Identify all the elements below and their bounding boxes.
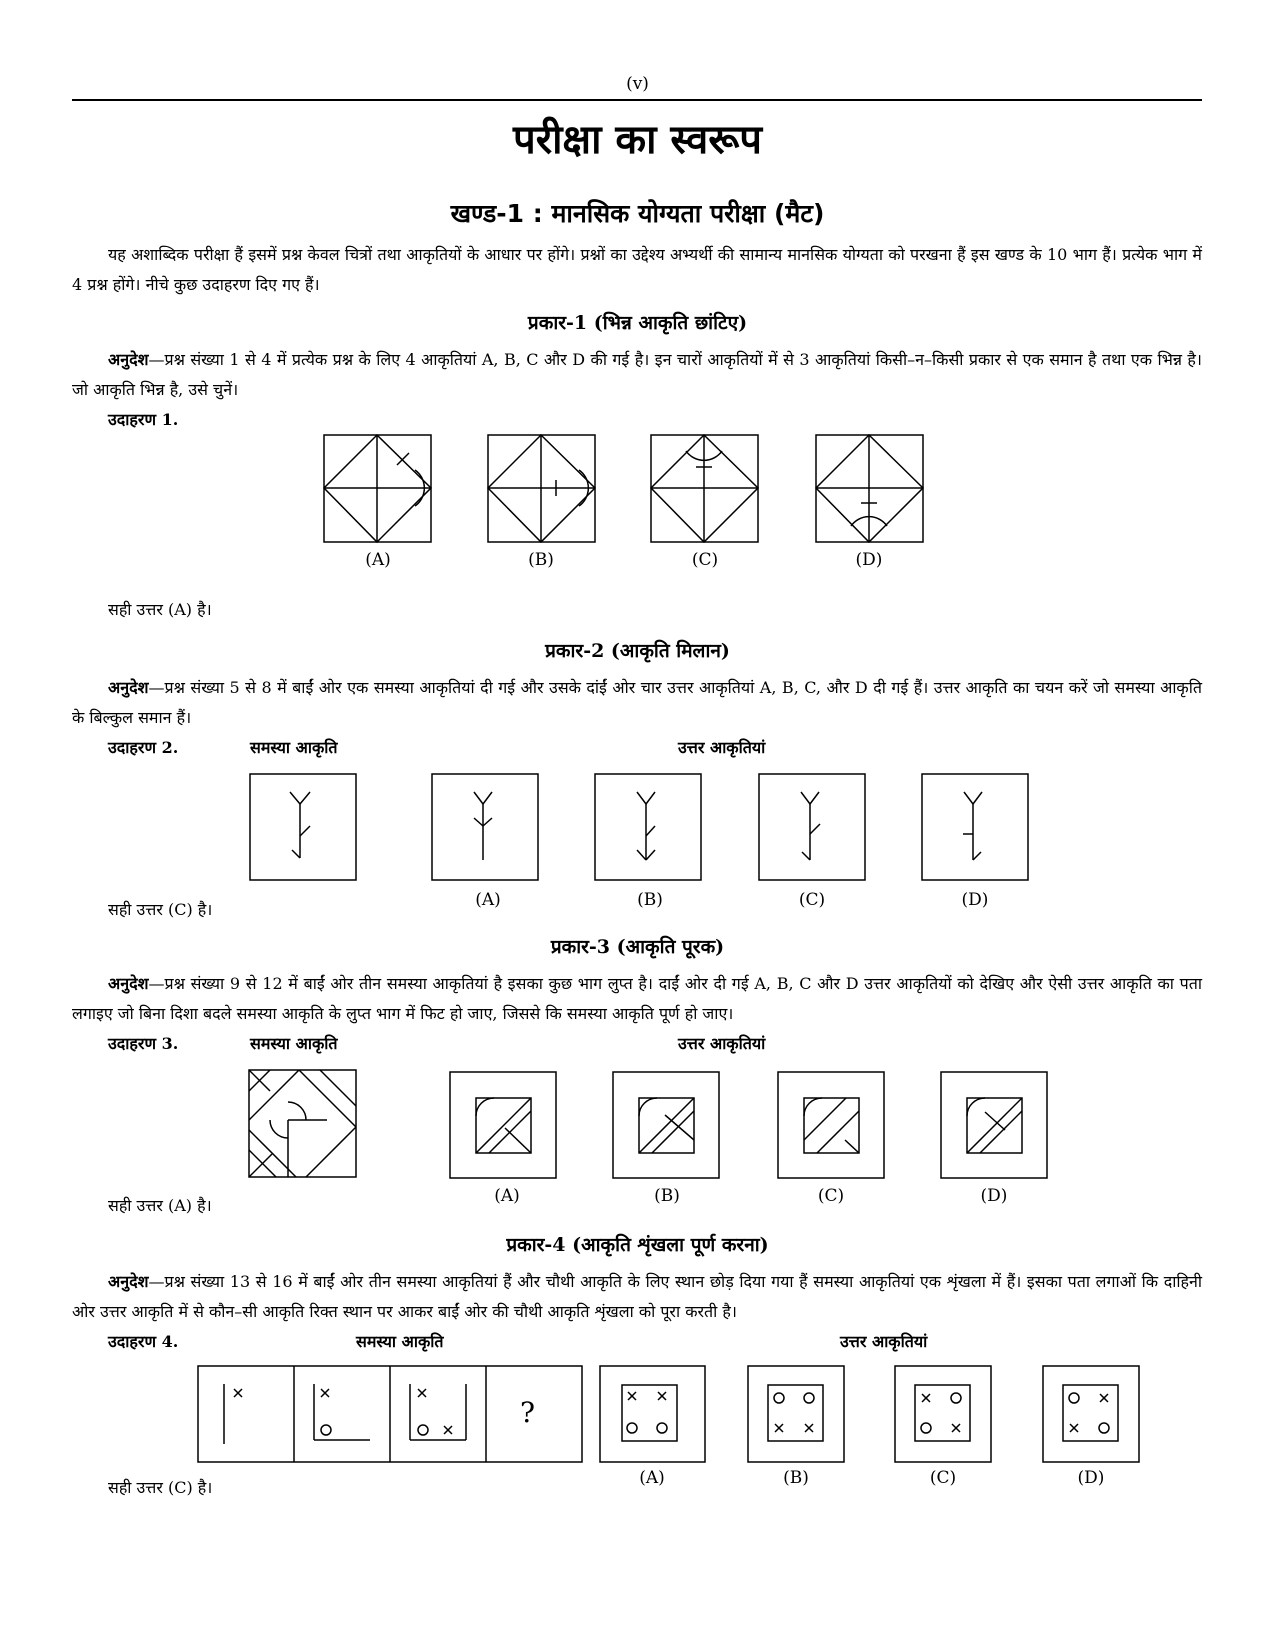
page-number: (v) [626,74,649,94]
type1-instruction-text: —प्रश्न संख्या 1 से 4 में प्रत्येक प्रश्न के लिए 4 आकृतियां A, B, C और D की गई है। इन चारों आकृतियों में से 3 आकृतियां किसी–न–किसी प्रकार से एक समान है तथा एक भिन्न है। जो आकृति भिन्न है, उसे चुनें। [72,350,1202,399]
header-rule [72,99,1202,101]
type3-instruction [72,969,1202,1029]
example1-label: उदाहरण 1. [108,410,179,429]
example1-option-c: (C) [691,550,719,570]
example2-option-b: (B) [637,890,663,910]
example1-figure-b [488,435,595,542]
example1-answer: सही उत्तर (A) है। [108,600,212,619]
example2-option-d: (D) [961,890,989,910]
example2-answer-figures-label: उत्तर आकृतियां [678,738,766,757]
example1-figure-c [651,435,758,542]
example3-problem-label: समस्या आकृति [250,1034,338,1053]
example3-answer-figures-label: उत्तर आकृतियां [678,1034,766,1053]
example2-option-c: (C) [798,890,826,910]
example2-problem-figure [250,774,356,880]
type3-heading: प्रकार-3 (आकृति पूरक) [550,936,725,958]
example4-option-b: (B) [783,1468,809,1488]
type1-heading: प्रकार-1 (भिन्न आकृति छांटिए) [527,312,748,334]
instruction-label: अनुदेश [108,350,149,369]
example4-figure-c [895,1366,991,1462]
example1-figure-a [324,435,431,542]
section-title: खण्ड-1 : मानसिक योग्यता परीक्षा (मैट) [450,199,825,228]
example4-option-d: (D) [1077,1468,1105,1488]
example2-label: उदाहरण 2. [108,738,179,757]
missing-figure-mark: ? [520,1396,536,1429]
example3-option-b: (B) [654,1186,680,1206]
example2-option-a: (A) [475,890,501,910]
type1-instruction [72,345,1202,405]
type2-instruction [72,673,1202,733]
type4-instruction-text: —प्रश्न संख्या 13 से 16 में बाईं ओर तीन समस्या आकृतियां हैं और चौथी आकृति के लिए स्थान छोड़ दिया गया हैं समस्या आकृतियां एक शृंखला में हैं। इसका पता लगाओं कि दाहिनी ओर उत्तर आकृति में से कौन–सी आकृति रिक्त स्थान पर आकर बाईं ओर की चौथी आकृति शृंखला को पूरा करती है। [72,1272,1202,1321]
type2-instruction-text: —प्रश्न संख्या 5 से 8 में बाईं ओर एक समस्या आकृतियां दी गई और उसके दांईं ओर चार उत्तर आकृतियां A, B, C, और D दी गई हैं। उत्तर आकृति का चयन करें जो समस्या आकृति के बिल्कुल समान हैं। [72,678,1202,727]
example2-figure-d [922,774,1028,880]
example3-figure-a [450,1072,556,1178]
example4-answer: सही उत्तर (C) है। [108,1478,213,1497]
example3-answer: सही उत्तर (A) है। [108,1196,212,1215]
example4-figures [0,0,1,1]
example1-option-b: (B) [528,550,554,570]
intro-paragraph: यह अशाब्दिक परीक्षा हैं इसमें प्रश्न केवल चित्रों तथा आकृतियों के आधार पर होंगे। प्रश्नों का उद्देश्य अभ्यर्थी की सामान्य मानसिक योग्यता को परखना हैं इस खण्ड के 10 भाग हैं। प्रत्येक भाग में 4 प्रश्न होंगे। नीचे कुछ उदाहरण दिए गए हैं। [72,245,1202,294]
example2-figure-c [759,774,865,880]
example3-option-a: (A) [494,1186,520,1206]
example3-figure-b [613,1072,719,1178]
example3-problem-figure [249,1070,356,1177]
example2-problem-label: समस्या आकृति [250,738,338,757]
example3-figure-d [941,1072,1047,1178]
example3-figure-c [778,1072,884,1178]
example2-answer: सही उत्तर (C) है। [108,900,213,919]
example4-label: उदाहरण 4. [108,1332,179,1351]
example4-figure-a [600,1366,705,1462]
example4-problem-label: समस्या आकृति [356,1332,444,1351]
example3-option-d: (D) [980,1186,1008,1206]
example2-figure-b [595,774,701,880]
example1-figure-d [816,435,923,542]
type4-instruction [72,1267,1202,1327]
example1-option-a: (A) [365,550,391,570]
type2-heading: प्रकार-2 (आकृति मिलान) [545,640,730,662]
example3-label: उदाहरण 3. [108,1034,179,1053]
example4-figure-d [1043,1366,1139,1462]
example2-figure-a [432,774,538,880]
example4-option-a: (A) [639,1468,665,1488]
example4-figure-b [748,1366,844,1462]
instruction-label: अनुदेश [108,1272,149,1291]
type3-instruction-text: —प्रश्न संख्या 9 से 12 में बाईं ओर तीन समस्या आकृतियां है इसका कुछ भाग लुप्त है। दाईं ओर दी गई A, B, C और D उत्तर आकृतियों को देखिए और ऐसी उत्तर आकृति का पता लगाइए जो बिना दिशा बदले समस्या आकृति के लुप्त भाग में फिट हो जाए, जिससे कि समस्या आकृति पूर्ण हो जाए। [72,974,1202,1023]
page-title: परीक्षा का स्वरूप [512,117,762,163]
example1-option-d: (D) [855,550,883,570]
example3-option-c: (C) [817,1186,845,1206]
example4-option-c: (C) [929,1468,957,1488]
instruction-label: अनुदेश [108,678,149,697]
example4-answer-figures-label: उत्तर आकृतियां [840,1332,928,1351]
instruction-label: अनुदेश [108,974,149,993]
type4-heading: प्रकार-4 (आकृति शृंखला पूर्ण करना) [506,1234,769,1256]
